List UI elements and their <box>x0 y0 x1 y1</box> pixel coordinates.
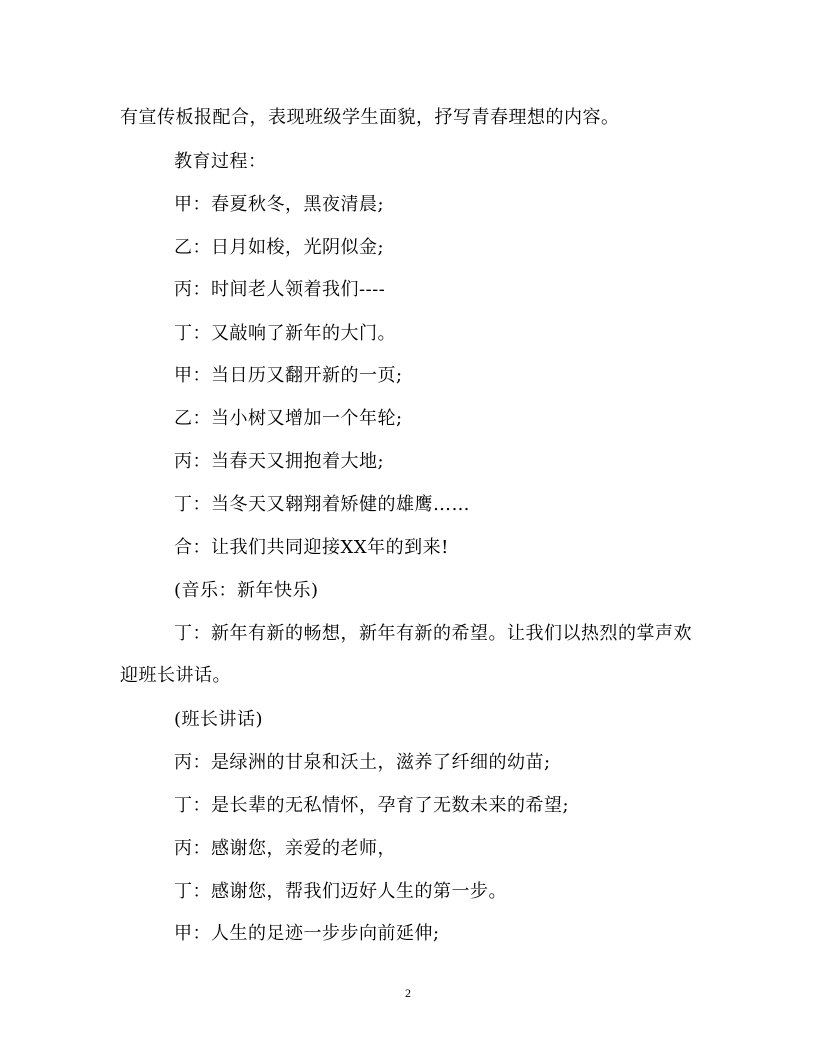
stage-direction: (音乐：新年快乐) <box>174 580 319 601</box>
dialogue-line: 丙：时间老人领着我们---- <box>174 279 386 300</box>
dialogue-line: 甲：人生的足迹一步步向前延伸; <box>174 923 440 944</box>
dialogue-line: 丙：当春天又拥抱着大地; <box>174 451 385 472</box>
section-heading: 教育过程： <box>174 151 267 172</box>
dialogue-line: 丁：又敲响了新年的大门。 <box>174 323 396 344</box>
stage-direction: (班长讲话) <box>174 709 264 730</box>
dialogue-line: 乙：当小树又增加一个年轮; <box>174 408 403 429</box>
dialogue-line: 甲：当日历又翻开新的一页; <box>174 365 403 386</box>
dialogue-line: 乙：日月如梭，光阴似金; <box>174 237 385 258</box>
dialogue-line: 丁：是长辈的无私情怀，孕育了无数未来的希望; <box>174 795 570 816</box>
page-number: 2 <box>405 986 411 1000</box>
dialogue-line: 丙：是绿洲的甘泉和沃土，滋养了纤细的幼苗; <box>174 752 551 773</box>
dialogue-line: 丁：新年有新的畅想，新年有新的希望。让我们以热烈的掌声欢 <box>174 623 692 644</box>
dialogue-line: 合：让我们共同迎接XX年的到来! <box>174 537 449 558</box>
dialogue-line-continued: 迎班长讲话。 <box>120 665 231 686</box>
dialogue-line: 丁：当冬天又翱翔着矫健的雄鹰…… <box>174 494 470 515</box>
paragraph-line: 有宣传板报配合，表现班级学生面貌，抒写青春理想的内容。 <box>120 107 620 128</box>
dialogue-line: 丙：感谢您，亲爱的老师， <box>174 838 396 859</box>
dialogue-line: 丁：感谢您，帮我们迈好人生的第一步。 <box>174 881 507 902</box>
dialogue-line: 甲：春夏秋冬，黑夜清晨; <box>174 194 385 215</box>
